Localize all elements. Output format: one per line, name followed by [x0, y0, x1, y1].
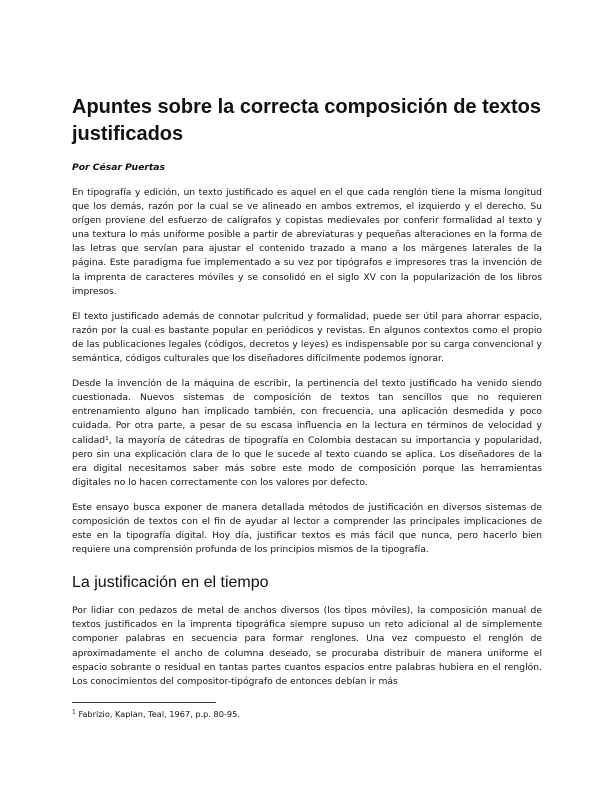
- footnote-marker: 1: [72, 708, 76, 716]
- paragraph-3: Desde la invención de la máquina de escribir, la pertinencia del texto justificado ha venido siendo cuestionada. Nuevos sistemas de composición de textos tan sencillos que no requieren entrenamiento alguno han implicado también, con frecuencia, una aplicación desmedida y poco cuidada. Por otra parte, a pesar de su escasa influencia en la lectura en términos de velocidad y calidad¹, la mayoría de cátedras de tipografía en Colombia destacan su importancia y popularidad, pero sin una explicación clara de lo que le sucede al texto cuando se aplica. Los diseñadores de la era digital necesitamos saber más sobre este modo de composición porque las herramientas digitales no lo hacen correctamente con los valores por defecto.: [72, 378, 542, 488]
- paragraph-1: En tipografía y edición, un texto justificado es aquel en el que cada renglón tiene la misma longitud que los demás, razón por la cual se ve alineado en ambos extremos, el izquierdo y el derecho. Su orígen proviene del esfuerzo de calígrafos y copistas medievales por conferir formalidad al texto y una textura lo más uniforme posible a partir de abreviaturas y pequeñas alteraciones en la forma de las letras que servían para ajustar el contenido trazado a mano a los márgenes laterales de la página. Este paradigma fue implementado a su vez por tipógrafos e impresores tras la invención de la imprenta de caracteres móviles y se consolidó en el siglo XV con la popularización de los libros impresos.: [72, 187, 542, 297]
- section-paragraph: Por lidiar con pedazos de metal de anchos diversos (los tipos móviles), la composición manual de textos justificados en la imprenta tipográfica siempre supuso un reto adicional al de simplemente componer palabras en secuencia para formar renglones. Una vez compuesto el renglón de aproximadamente el ancho de columna deseado, se procuraba distribuir de manera uniforme el espacio sobrante o residual en tantas partes cuantos espacios entre palabras hubiera en el renglón. Los conocimientos del compositor-tipógrafo de entonces debían ir más: [72, 605, 542, 687]
- page-title: Apuntes sobre la correcta composición de textos justificados: [72, 96, 542, 145]
- footnote-divider: [72, 702, 216, 703]
- section-heading: La justificación en el tiempo: [72, 574, 269, 592]
- paragraph-2: El texto justificado además de connotar pulcritud y formalidad, puede ser útil para ahorrar espacio, razón por la cual es bastante popular en periódicos y revistas. En algunos contextos como el propio de las publicaciones legales (códigos, decretos y leyes) es indispensable por su carga convencional y semántica, códigos culturales que los diseñadores difícilmente podemos ignorar.: [72, 310, 542, 365]
- document-body: [72, 94, 542, 689]
- footnote-text: Fabrizio, Kaplan, Teal, 1967, p.p. 80-95.: [78, 709, 240, 719]
- footnote: [72, 709, 240, 720]
- paragraph-4: Este ensayo busca exponer de manera detallada métodos de justificación en diversos sistemas de composición de textos con el fin de ayudar al lector a comprender las principales implicaciones de este en la tipografía digital. Hoy día, justificar textos es más fácil que nunca, pero hacerlo bien requiere una comprensión profunda de los principios mismos de la tipografía.: [72, 501, 542, 556]
- author-byline: Por César Puertas: [72, 162, 165, 173]
